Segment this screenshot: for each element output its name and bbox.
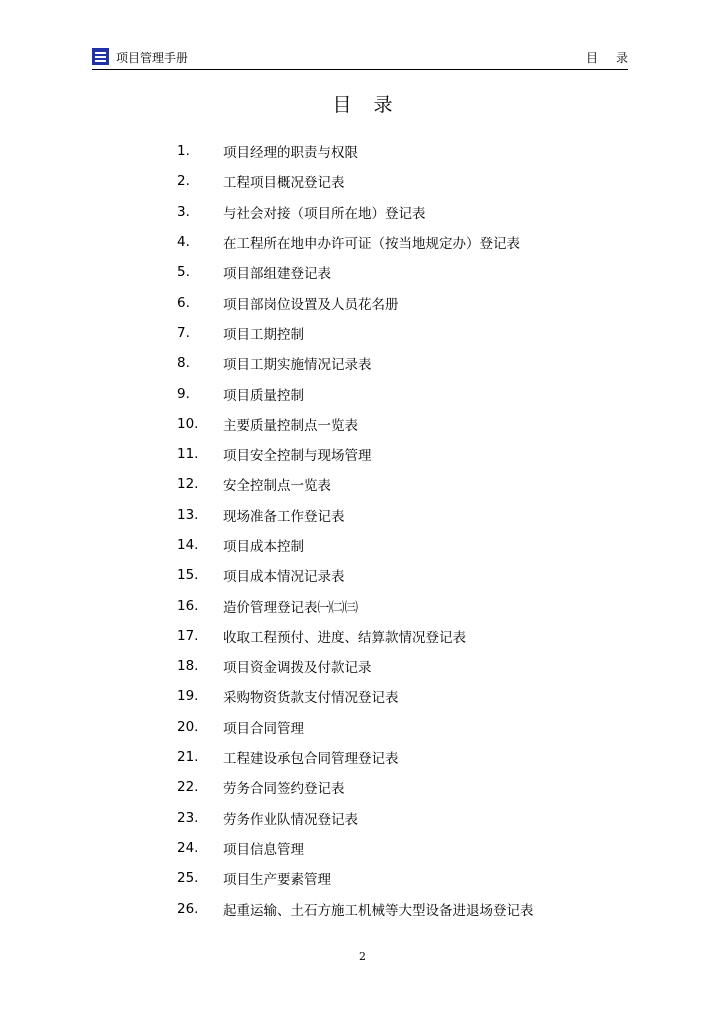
toc-item [177, 136, 534, 166]
toc-item [177, 378, 534, 408]
toc-item-label: 项目资金调拨及付款记录 [223, 660, 372, 677]
header-section: 目录 [585, 51, 646, 65]
toc-item-number: 19. [177, 688, 199, 705]
toc-item [177, 681, 534, 711]
toc-item-number: 7. [177, 324, 190, 341]
toc-item [177, 287, 534, 317]
toc-item [177, 530, 534, 560]
toc-item-label: 工程项目概况登记表 [223, 175, 345, 192]
toc-item [177, 469, 534, 499]
toc-item-number: 10. [177, 415, 199, 432]
page-header [92, 46, 646, 70]
toc-item-label: 收取工程预付、进度、结算款情况登记表 [223, 629, 466, 646]
toc-item-number: 21. [177, 749, 199, 766]
toc-item-number: 2. [177, 173, 190, 190]
toc-item-label: 安全控制点一览表 [223, 478, 331, 495]
toc-item-number: 20. [177, 718, 199, 735]
toc-item-label: 项目部组建登记表 [223, 266, 331, 283]
toc-item-label: 现场准备工作登记表 [223, 508, 345, 525]
toc-item [177, 197, 534, 227]
toc-item-number: 25. [177, 870, 199, 887]
toc-item [177, 560, 534, 590]
toc-item-label: 项目工期控制 [223, 326, 304, 343]
toc-item-number: 12. [177, 476, 199, 493]
toc-item [177, 500, 534, 530]
table-of-contents [177, 136, 534, 924]
toc-item-number: 15. [177, 567, 199, 584]
toc-item-number: 8. [177, 355, 190, 372]
toc-item-label: 与社会对接（项目所在地）登记表 [223, 205, 426, 222]
toc-item [177, 893, 534, 923]
toc-item-label: 项目部岗位设置及人员花名册 [223, 296, 399, 313]
toc-item-number: 11. [177, 446, 199, 463]
toc-item-label: 起重运输、土石方施工机械等大型设备进退场登记表 [223, 902, 534, 919]
toc-item-label: 项目合同管理 [223, 720, 304, 737]
toc-item [177, 348, 534, 378]
toc-item [177, 166, 534, 196]
toc-item [177, 590, 534, 620]
company-logo-icon [92, 48, 109, 65]
toc-item-label: 项目经理的职责与权限 [223, 145, 358, 162]
toc-item-number: 26. [177, 900, 199, 917]
toc-item-number: 17. [177, 627, 199, 644]
header-title: 项目管理手册 [116, 51, 189, 65]
toc-item-label: 主要质量控制点一览表 [223, 417, 358, 434]
toc-item [177, 712, 534, 742]
toc-item [177, 772, 534, 802]
header-divider [92, 69, 628, 70]
toc-item-number: 13. [177, 506, 199, 523]
toc-item [177, 318, 534, 348]
toc-item [177, 439, 534, 469]
toc-item [177, 409, 534, 439]
page-number: 2 [359, 950, 366, 963]
toc-item-number: 18. [177, 658, 199, 675]
toc-item-number: 5. [177, 264, 190, 281]
toc-item-label: 项目信息管理 [223, 841, 304, 858]
toc-item-number: 3. [177, 203, 190, 220]
toc-item-label: 在工程所在地申办许可证（按当地规定办）登记表 [223, 236, 520, 253]
toc-item-number: 6. [177, 294, 190, 311]
toc-item [177, 742, 534, 772]
toc-item [177, 833, 534, 863]
toc-item-label: 项目工期实施情况记录表 [223, 357, 372, 374]
toc-item-label: 工程建设承包合同管理登记表 [223, 751, 399, 768]
toc-item [177, 863, 534, 893]
toc-item-number: 24. [177, 839, 199, 856]
toc-item [177, 803, 534, 833]
toc-item-label: 采购物资货款支付情况登记表 [223, 690, 399, 707]
toc-item-number: 16. [177, 597, 199, 614]
toc-item [177, 621, 534, 651]
toc-item-label: 项目成本情况记录表 [223, 569, 345, 586]
toc-item-number: 9. [177, 385, 190, 402]
toc-item [177, 651, 534, 681]
toc-item-number: 4. [177, 234, 190, 251]
toc-item-number: 1. [177, 143, 190, 160]
toc-item-label: 项目质量控制 [223, 387, 304, 404]
toc-item-label: 劳务合同签约登记表 [223, 781, 345, 798]
toc-item-number: 14. [177, 537, 199, 553]
page-title: 目录 [332, 94, 415, 116]
toc-item-number: 22. [177, 779, 199, 796]
toc-item [177, 257, 534, 287]
toc-item-label: 项目安全控制与现场管理 [223, 448, 372, 465]
toc-item [177, 227, 534, 257]
toc-item-number: 23. [177, 809, 199, 826]
toc-item-label: 项目成本控制 [223, 539, 304, 555]
toc-item-label: 劳务作业队情况登记表 [223, 811, 358, 828]
toc-item-label: 造价管理登记表㈠㈡㈢ [223, 599, 358, 616]
toc-item-label: 项目生产要素管理 [223, 872, 331, 889]
